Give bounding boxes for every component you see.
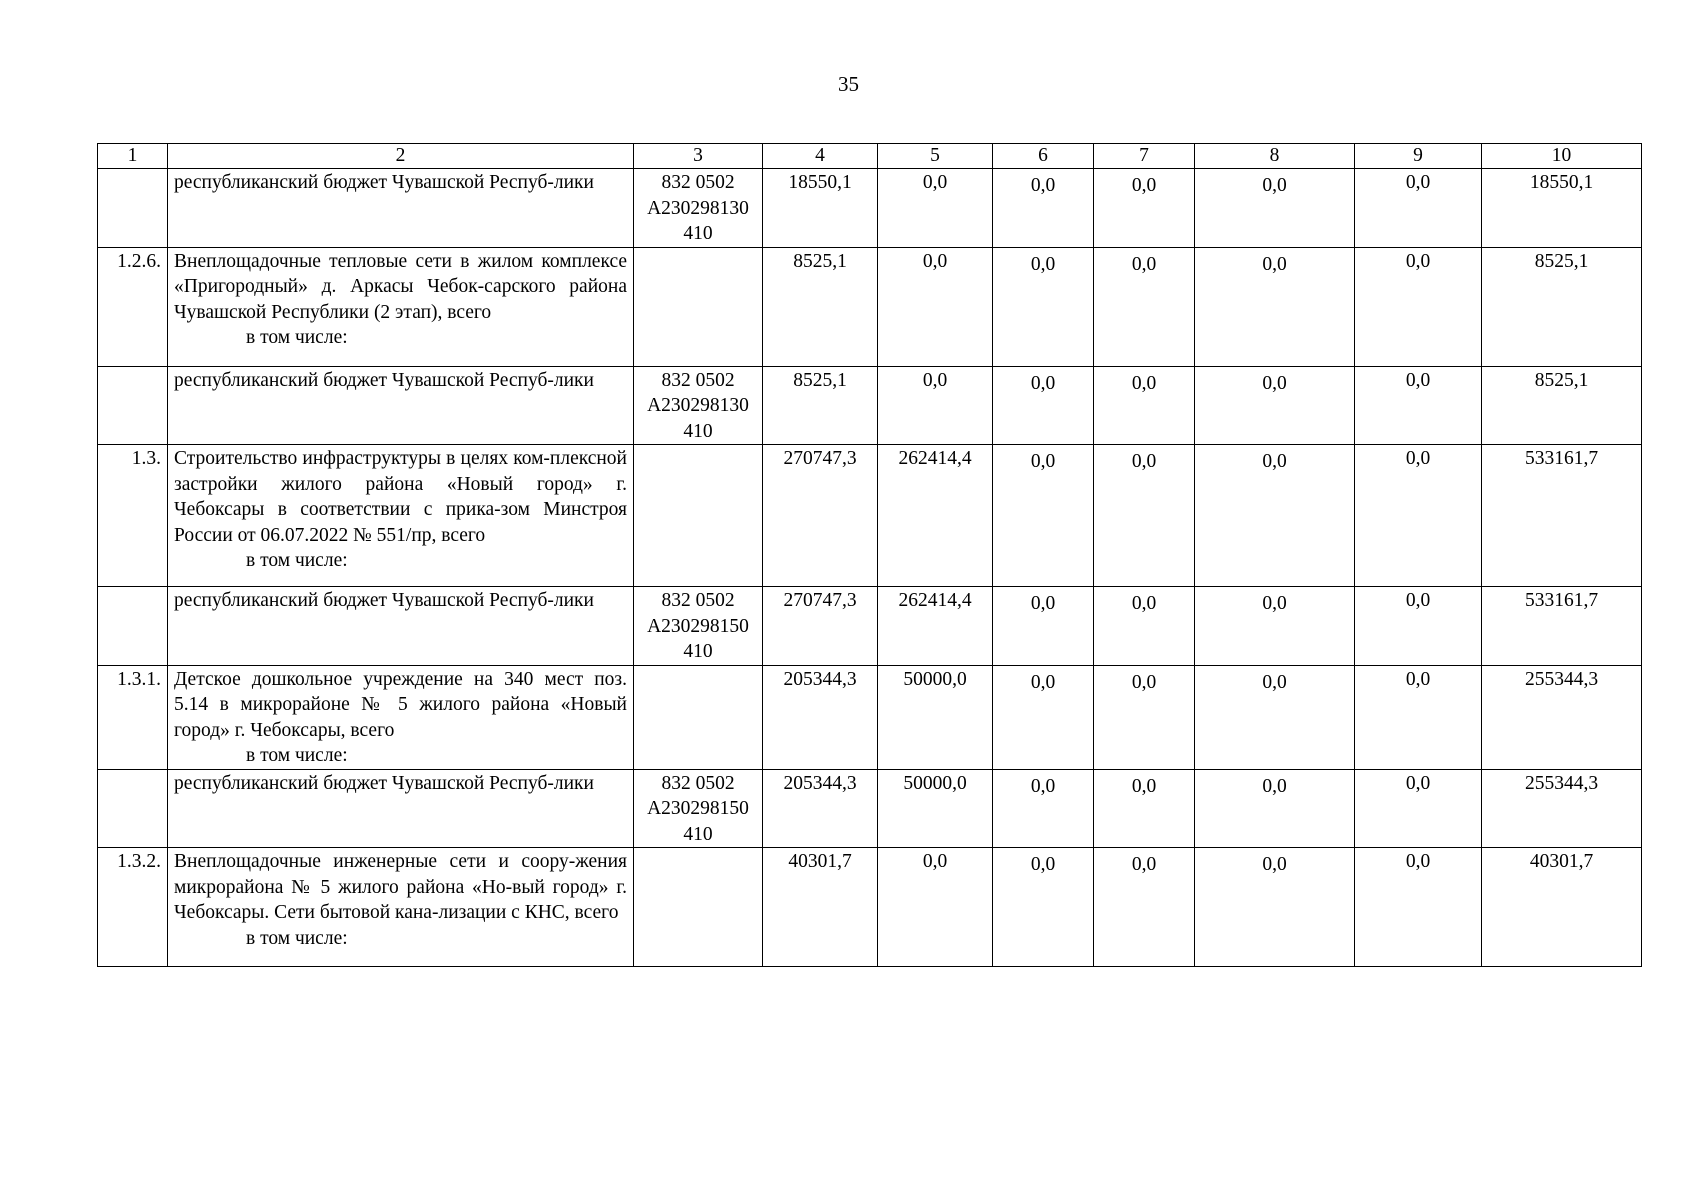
value-col-4: 8525,1 [763, 366, 878, 445]
value-col-5: 50000,0 [878, 769, 993, 848]
row-index: 1.3.1. [98, 665, 168, 769]
table-row [98, 445, 1642, 587]
value-col-9: 0,0 [1355, 169, 1482, 248]
row-subtitle: в том числе: [246, 745, 348, 766]
row-subtitle: в том числе: [246, 550, 348, 571]
value-col-10: 533161,7 [1482, 587, 1642, 666]
value-col-6: 0,0 [993, 665, 1094, 769]
column-number: 3 [634, 144, 763, 169]
value-col-10: 18550,1 [1482, 169, 1642, 248]
value-col-7: 0,0 [1094, 169, 1195, 248]
row-index [98, 169, 168, 248]
table-row [98, 848, 1642, 967]
row-name-cell [168, 848, 634, 967]
row-index: 1.3.2. [98, 848, 168, 967]
value-col-8: 0,0 [1195, 848, 1355, 967]
value-col-5: 0,0 [878, 247, 993, 366]
budget-code-line: 832 0502 [661, 172, 735, 193]
row-name-cell [168, 169, 634, 248]
value-col-4: 270747,3 [763, 587, 878, 666]
value-col-5: 262414,4 [878, 445, 993, 587]
budget-code-cell [634, 848, 763, 967]
value-col-6: 0,0 [993, 169, 1094, 248]
value-col-9: 0,0 [1355, 587, 1482, 666]
budget-code-line: А230298130 [647, 197, 749, 219]
budget-code-cell [634, 247, 763, 366]
budget-code-cell [634, 366, 763, 445]
value-col-4: 40301,7 [763, 848, 878, 967]
table-row [98, 769, 1642, 848]
value-col-4: 8525,1 [763, 247, 878, 366]
value-col-4: 205344,3 [763, 769, 878, 848]
value-col-9: 0,0 [1355, 848, 1482, 967]
row-index: 1.3. [98, 445, 168, 587]
row-index: 1.2.6. [98, 247, 168, 366]
budget-code-cell [634, 665, 763, 769]
table-row [98, 366, 1642, 445]
value-col-6: 0,0 [993, 587, 1094, 666]
value-col-10: 533161,7 [1482, 445, 1642, 587]
value-col-6: 0,0 [993, 769, 1094, 848]
column-number: 7 [1094, 144, 1195, 169]
row-index [98, 769, 168, 848]
value-col-4: 205344,3 [763, 665, 878, 769]
table-row [98, 247, 1642, 366]
budget-table [97, 143, 1642, 967]
value-col-8: 0,0 [1195, 665, 1355, 769]
table-body [98, 144, 1642, 967]
value-col-8: 0,0 [1195, 366, 1355, 445]
value-col-5: 0,0 [878, 169, 993, 248]
row-subtitle: в том числе: [246, 927, 348, 949]
row-name: республиканский бюджет Чувашской Респуб-лики [174, 590, 594, 611]
budget-code-cell [634, 169, 763, 248]
value-col-9: 0,0 [1355, 366, 1482, 445]
value-col-8: 0,0 [1195, 587, 1355, 666]
value-col-10: 255344,3 [1482, 665, 1642, 769]
column-number: 2 [168, 144, 634, 169]
row-index [98, 366, 168, 445]
value-col-10: 40301,7 [1482, 848, 1642, 967]
row-name: Детское дошкольное учреждение на 340 мест поз. 5.14 в микрорайоне № 5 жилого района «Новый город» г. Чебоксары, всего [174, 668, 627, 741]
column-number-row [98, 144, 1642, 169]
column-number: 9 [1355, 144, 1482, 169]
table-row [98, 169, 1642, 248]
column-number: 1 [98, 144, 168, 169]
row-name-cell [168, 445, 634, 587]
value-col-6: 0,0 [993, 848, 1094, 967]
value-col-10: 255344,3 [1482, 769, 1642, 848]
value-col-8: 0,0 [1195, 247, 1355, 366]
budget-code-line: А230298150 [647, 615, 749, 637]
value-col-9: 0,0 [1355, 665, 1482, 769]
value-col-6: 0,0 [993, 366, 1094, 445]
column-number: 5 [878, 144, 993, 169]
row-subtitle: в том числе: [246, 327, 348, 348]
value-col-4: 270747,3 [763, 445, 878, 587]
value-col-4: 18550,1 [763, 169, 878, 248]
row-name-cell [168, 665, 634, 769]
budget-code-line: 410 [683, 420, 713, 442]
row-name: Внеплощадочные тепловые сети в жилом комплексе «Пригородный» д. Аркасы Чебок-сарского района Чувашской Республики (2 этап), всего [174, 250, 627, 323]
row-index [98, 587, 168, 666]
value-col-7: 0,0 [1094, 769, 1195, 848]
budget-code-line: 832 0502 [661, 369, 735, 391]
budget-code-line: 410 [683, 641, 713, 662]
row-name: республиканский бюджет Чувашской Респуб-лики [174, 772, 594, 794]
value-col-5: 50000,0 [878, 665, 993, 769]
value-col-10: 8525,1 [1482, 247, 1642, 366]
value-col-6: 0,0 [993, 445, 1094, 587]
row-name-cell [168, 366, 634, 445]
value-col-7: 0,0 [1094, 587, 1195, 666]
column-number: 8 [1195, 144, 1355, 169]
value-col-7: 0,0 [1094, 848, 1195, 967]
value-col-9: 0,0 [1355, 445, 1482, 587]
budget-code-cell [634, 445, 763, 587]
budget-code-line: 410 [683, 223, 713, 244]
row-name: Строительство инфраструктуры в целях ком-плексной застройки жилого района «Новый город» г. Чебоксары в соответствии с прика-зом Минстроя России от 06.07.2022 № 551/пр, всего [174, 448, 627, 546]
row-name-cell [168, 769, 634, 848]
budget-code-line: 832 0502 [661, 772, 735, 794]
value-col-7: 0,0 [1094, 665, 1195, 769]
value-col-7: 0,0 [1094, 247, 1195, 366]
column-number: 4 [763, 144, 878, 169]
budget-code-line: 832 0502 [661, 590, 735, 611]
table-row [98, 665, 1642, 769]
value-col-5: 0,0 [878, 848, 993, 967]
value-col-6: 0,0 [993, 247, 1094, 366]
page-number: 35 [838, 72, 859, 96]
value-col-10: 8525,1 [1482, 366, 1642, 445]
value-col-9: 0,0 [1355, 247, 1482, 366]
budget-code-cell [634, 587, 763, 666]
value-col-7: 0,0 [1094, 366, 1195, 445]
value-col-8: 0,0 [1195, 445, 1355, 587]
column-number: 6 [993, 144, 1094, 169]
value-col-5: 262414,4 [878, 587, 993, 666]
row-name: Внеплощадочные инженерные сети и соору-жения микрорайона № 5 жилого района «Но-вый город» г. Чебоксары. Сети бытовой кана-лизации с КНС, всего [174, 851, 627, 923]
value-col-8: 0,0 [1195, 169, 1355, 248]
table-row [98, 587, 1642, 666]
budget-code-line: А230298150 [647, 798, 749, 819]
row-name-cell [168, 587, 634, 666]
value-col-8: 0,0 [1195, 769, 1355, 848]
value-col-5: 0,0 [878, 366, 993, 445]
budget-code-line: 410 [683, 823, 713, 845]
budget-code-cell [634, 769, 763, 848]
column-number: 10 [1482, 144, 1642, 169]
row-name: республиканский бюджет Чувашской Респуб-лики [174, 172, 594, 193]
row-name-cell [168, 247, 634, 366]
value-col-9: 0,0 [1355, 769, 1482, 848]
budget-code-line: А230298130 [647, 395, 749, 416]
row-name: республиканский бюджет Чувашской Респуб-лики [174, 369, 594, 391]
value-col-7: 0,0 [1094, 445, 1195, 587]
